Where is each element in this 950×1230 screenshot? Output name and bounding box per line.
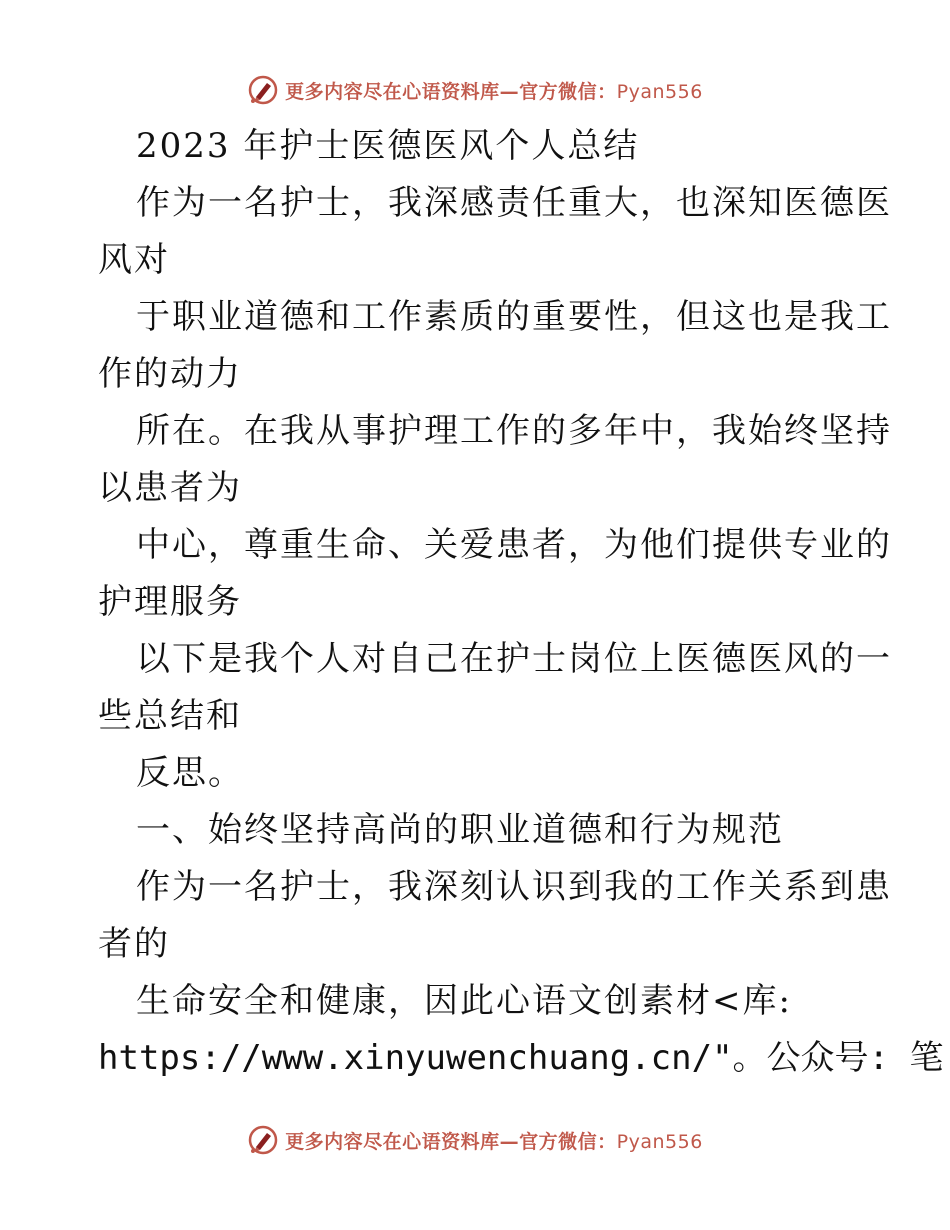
paragraph-line: 作为一名护士，我深感责任重大，也深知医德医	[136, 183, 892, 223]
paragraph-line: 些总结和	[98, 696, 242, 736]
pen-logo-icon	[247, 1124, 279, 1156]
paragraph-line: 护理服务	[98, 582, 242, 622]
paragraph-line: 以下是我个人对自己在护士岗位上医德医风的一	[136, 639, 892, 679]
paragraph-line: 者的	[98, 924, 170, 964]
paragraph-line: 风对	[98, 240, 170, 280]
pen-logo-icon	[247, 74, 279, 106]
paragraph-line: 中心，尊重生命、关爱患者，为他们提供专业的	[136, 525, 892, 565]
paragraph-line: 以患者为	[98, 468, 242, 508]
document-body	[98, 118, 944, 1087]
url-line: https://www.xinyuwenchuang.cn/"。公众号: 笔	[98, 1038, 944, 1078]
paragraph-line: 生命安全和健康，因此心语文创素材<库:	[136, 981, 792, 1021]
paragraph-line: 作为一名护士，我深刻认识到我的工作关系到患	[136, 867, 892, 907]
watermark-text	[285, 1127, 703, 1154]
paragraph-line: 所在。在我从事护理工作的多年中，我始终坚持	[136, 411, 892, 451]
watermark-text-cn: 更多内容尽在心语资料库—官方微信：	[285, 1130, 617, 1153]
watermark-banner-top	[0, 70, 950, 110]
section-heading: 一、始终坚持高尚的职业道德和行为规范	[136, 810, 784, 850]
watermark-text-cn: 更多内容尽在心语资料库—官方微信：	[285, 80, 617, 103]
paragraph-line: 反思。	[136, 753, 244, 793]
document-title: 2023 年护士医德医风个人总结	[136, 126, 640, 166]
watermark-wechat-id: Pyan556	[616, 1130, 703, 1153]
watermark-text	[285, 77, 703, 104]
paragraph-line: 作的动力	[98, 354, 242, 394]
paragraph-line: 于职业道德和工作素质的重要性，但这也是我工	[136, 297, 892, 337]
watermark-banner-bottom	[0, 1120, 950, 1160]
watermark-wechat-id: Pyan556	[616, 80, 703, 103]
